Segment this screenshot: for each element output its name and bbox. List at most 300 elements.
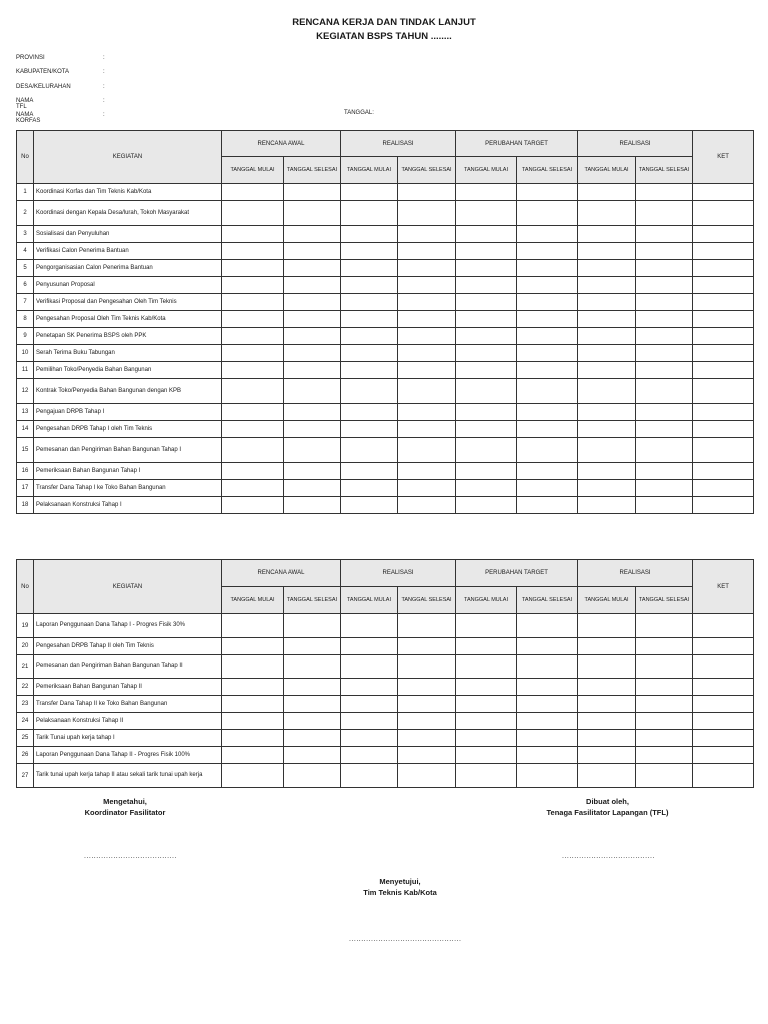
date-cell[interactable]	[284, 638, 341, 655]
info-label: NAMA KORFAS	[16, 112, 41, 125]
ket-cell[interactable]	[693, 730, 754, 747]
date-cell[interactable]	[284, 362, 341, 379]
date-cell[interactable]	[517, 311, 578, 328]
row-kegiatan: Koordinasi Korfas dan Tim Teknis Kab/Kota	[34, 184, 222, 201]
date-cell[interactable]	[578, 201, 636, 226]
date-cell[interactable]	[222, 638, 284, 655]
date-cell[interactable]	[398, 184, 456, 201]
date-cell[interactable]	[398, 421, 456, 438]
koordinator-label: Koordinator Fasilitator	[84, 808, 166, 817]
date-cell[interactable]	[222, 226, 284, 243]
date-cell[interactable]	[398, 404, 456, 421]
date-cell[interactable]	[578, 696, 636, 713]
date-cell[interactable]	[636, 696, 693, 713]
row-kegiatan: Pengajuan DRPB Tahap I	[34, 404, 222, 421]
date-cell[interactable]	[517, 730, 578, 747]
date-cell[interactable]	[517, 260, 578, 277]
date-cell[interactable]	[341, 184, 398, 201]
date-cell[interactable]	[341, 696, 398, 713]
row-number: 6	[17, 277, 34, 294]
ket-cell[interactable]	[693, 764, 754, 788]
date-cell[interactable]	[456, 713, 517, 730]
header-no: No	[17, 560, 34, 614]
date-cell[interactable]	[398, 638, 456, 655]
date-cell[interactable]	[517, 497, 578, 514]
date-cell[interactable]	[636, 294, 693, 311]
ket-cell[interactable]	[693, 497, 754, 514]
date-cell[interactable]	[456, 201, 517, 226]
table-row	[17, 243, 754, 260]
date-cell[interactable]	[398, 226, 456, 243]
date-cell[interactable]	[636, 614, 693, 638]
date-cell[interactable]	[456, 764, 517, 788]
date-cell[interactable]	[578, 311, 636, 328]
date-cell[interactable]	[456, 379, 517, 404]
date-cell[interactable]	[341, 730, 398, 747]
date-cell[interactable]	[456, 345, 517, 362]
date-cell[interactable]	[456, 184, 517, 201]
date-cell[interactable]	[456, 655, 517, 679]
subheader-tanggal-mulai: TANGGAL MULAI	[456, 157, 517, 184]
date-cell[interactable]	[578, 243, 636, 260]
row-number: 20	[17, 638, 34, 655]
date-cell[interactable]	[636, 243, 693, 260]
date-cell[interactable]	[284, 764, 341, 788]
table-row	[17, 345, 754, 362]
date-cell[interactable]	[517, 184, 578, 201]
row-number: 4	[17, 243, 34, 260]
date-cell[interactable]	[341, 404, 398, 421]
date-cell[interactable]	[456, 421, 517, 438]
date-cell[interactable]	[341, 345, 398, 362]
date-cell[interactable]	[398, 294, 456, 311]
date-cell[interactable]	[284, 463, 341, 480]
date-cell[interactable]	[456, 294, 517, 311]
date-cell[interactable]	[398, 463, 456, 480]
date-cell[interactable]	[341, 713, 398, 730]
table-row	[17, 438, 754, 463]
date-cell[interactable]	[578, 764, 636, 788]
date-cell[interactable]	[517, 345, 578, 362]
row-kegiatan: Tarik Tunai upah kerja tahap I	[34, 730, 222, 747]
date-cell[interactable]	[398, 730, 456, 747]
date-cell[interactable]	[636, 311, 693, 328]
date-cell[interactable]	[222, 311, 284, 328]
date-cell[interactable]	[456, 226, 517, 243]
date-cell[interactable]	[636, 379, 693, 404]
date-cell[interactable]	[341, 679, 398, 696]
date-cell[interactable]	[456, 277, 517, 294]
header-rencana-awal: RENCANA AWAL	[222, 560, 341, 587]
date-cell[interactable]	[222, 260, 284, 277]
date-cell[interactable]	[517, 277, 578, 294]
date-cell[interactable]	[341, 497, 398, 514]
date-cell[interactable]	[456, 438, 517, 463]
date-cell[interactable]	[578, 404, 636, 421]
date-cell[interactable]	[636, 345, 693, 362]
date-cell[interactable]	[398, 747, 456, 764]
date-cell[interactable]	[456, 696, 517, 713]
date-cell[interactable]	[284, 404, 341, 421]
date-cell[interactable]	[222, 655, 284, 679]
ket-cell[interactable]	[693, 655, 754, 679]
date-cell[interactable]	[456, 497, 517, 514]
activity-table-2	[16, 559, 754, 788]
ket-cell[interactable]	[693, 421, 754, 438]
header-realisasi: REALISASI	[341, 131, 456, 157]
table-row	[17, 497, 754, 514]
date-cell[interactable]	[341, 277, 398, 294]
date-cell[interactable]	[284, 497, 341, 514]
date-cell[interactable]	[341, 311, 398, 328]
table-row	[17, 328, 754, 345]
ket-cell[interactable]	[693, 438, 754, 463]
table-row	[17, 277, 754, 294]
date-cell[interactable]	[398, 655, 456, 679]
date-cell[interactable]	[636, 679, 693, 696]
date-cell[interactable]	[341, 243, 398, 260]
date-cell[interactable]	[636, 655, 693, 679]
date-cell[interactable]	[636, 184, 693, 201]
ket-cell[interactable]	[693, 463, 754, 480]
row-number: 15	[17, 438, 34, 463]
date-cell[interactable]	[636, 764, 693, 788]
date-cell[interactable]	[341, 260, 398, 277]
date-cell[interactable]	[517, 421, 578, 438]
info-label: PROVINSI	[16, 55, 45, 61]
date-cell[interactable]	[517, 480, 578, 497]
ket-cell[interactable]	[693, 277, 754, 294]
date-cell[interactable]	[456, 362, 517, 379]
date-cell[interactable]	[341, 379, 398, 404]
date-cell[interactable]	[284, 421, 341, 438]
date-cell[interactable]	[341, 226, 398, 243]
subheader-tanggal-selesai: TANGGAL SELESAI	[517, 587, 578, 614]
header-no: No	[17, 131, 34, 184]
ket-cell[interactable]	[693, 404, 754, 421]
date-cell[interactable]	[284, 201, 341, 226]
date-cell[interactable]	[578, 226, 636, 243]
date-cell[interactable]	[398, 260, 456, 277]
date-cell[interactable]	[341, 747, 398, 764]
date-cell[interactable]	[578, 379, 636, 404]
date-cell[interactable]	[517, 713, 578, 730]
date-cell[interactable]	[222, 497, 284, 514]
date-cell[interactable]	[636, 328, 693, 345]
subheader-tanggal-mulai: TANGGAL MULAI	[456, 587, 517, 614]
date-cell[interactable]	[517, 226, 578, 243]
date-cell[interactable]	[517, 379, 578, 404]
ket-cell[interactable]	[693, 679, 754, 696]
date-cell[interactable]	[456, 638, 517, 655]
date-cell[interactable]	[222, 201, 284, 226]
date-cell[interactable]	[578, 679, 636, 696]
date-cell[interactable]	[222, 713, 284, 730]
date-cell[interactable]	[456, 243, 517, 260]
date-cell[interactable]	[284, 655, 341, 679]
ket-cell[interactable]	[693, 260, 754, 277]
date-cell[interactable]	[341, 463, 398, 480]
date-cell[interactable]	[578, 655, 636, 679]
date-cell[interactable]	[398, 438, 456, 463]
date-cell[interactable]	[636, 362, 693, 379]
row-number: 1	[17, 184, 34, 201]
row-number: 25	[17, 730, 34, 747]
date-cell[interactable]	[222, 747, 284, 764]
date-cell[interactable]	[222, 328, 284, 345]
date-cell[interactable]	[284, 747, 341, 764]
date-cell[interactable]	[341, 764, 398, 788]
date-cell[interactable]	[341, 480, 398, 497]
date-cell[interactable]	[341, 614, 398, 638]
date-cell[interactable]	[341, 328, 398, 345]
date-cell[interactable]	[636, 730, 693, 747]
ket-cell[interactable]	[693, 226, 754, 243]
date-cell[interactable]	[578, 438, 636, 463]
ket-cell[interactable]	[693, 614, 754, 638]
date-cell[interactable]	[517, 201, 578, 226]
subheader-tanggal-mulai: TANGGAL MULAI	[222, 587, 284, 614]
date-cell[interactable]	[222, 463, 284, 480]
date-cell[interactable]	[284, 480, 341, 497]
date-cell[interactable]	[222, 404, 284, 421]
date-cell[interactable]	[517, 747, 578, 764]
date-cell[interactable]	[284, 730, 341, 747]
date-cell[interactable]	[456, 747, 517, 764]
date-cell[interactable]	[398, 614, 456, 638]
date-cell[interactable]	[636, 226, 693, 243]
date-cell[interactable]	[398, 379, 456, 404]
subheader-tanggal-mulai: TANGGAL MULAI	[341, 587, 398, 614]
date-cell[interactable]	[284, 260, 341, 277]
date-cell[interactable]	[636, 638, 693, 655]
row-number: 17	[17, 480, 34, 497]
date-cell[interactable]	[284, 438, 341, 463]
row-number: 7	[17, 294, 34, 311]
info-label: NAMA TFL	[16, 97, 34, 110]
date-cell[interactable]	[517, 438, 578, 463]
date-cell[interactable]	[222, 345, 284, 362]
date-cell[interactable]	[284, 277, 341, 294]
date-cell[interactable]	[398, 497, 456, 514]
date-cell[interactable]	[284, 713, 341, 730]
date-cell[interactable]	[578, 345, 636, 362]
tfl-label: Tenaga Fasilitator Lapangan (TFL)	[546, 808, 669, 817]
date-cell[interactable]	[517, 243, 578, 260]
date-cell[interactable]	[284, 226, 341, 243]
date-cell[interactable]	[636, 463, 693, 480]
date-cell[interactable]	[341, 362, 398, 379]
date-cell[interactable]	[636, 747, 693, 764]
row-kegiatan: Sosialisasi dan Penyuluhan	[34, 226, 222, 243]
ket-cell[interactable]	[693, 480, 754, 497]
ket-cell[interactable]	[693, 696, 754, 713]
date-cell[interactable]	[578, 362, 636, 379]
ket-cell[interactable]	[693, 201, 754, 226]
date-cell[interactable]	[222, 764, 284, 788]
date-cell[interactable]	[284, 679, 341, 696]
date-cell[interactable]	[636, 404, 693, 421]
date-cell[interactable]	[341, 638, 398, 655]
date-cell[interactable]	[456, 730, 517, 747]
date-cell[interactable]	[398, 480, 456, 497]
date-cell[interactable]	[398, 201, 456, 226]
date-cell[interactable]	[636, 201, 693, 226]
date-cell[interactable]	[222, 438, 284, 463]
date-cell[interactable]	[222, 184, 284, 201]
date-cell[interactable]	[222, 480, 284, 497]
date-cell[interactable]	[636, 421, 693, 438]
date-cell[interactable]	[284, 696, 341, 713]
date-cell[interactable]	[578, 463, 636, 480]
date-cell[interactable]	[578, 713, 636, 730]
date-cell[interactable]	[578, 480, 636, 497]
date-cell[interactable]	[222, 243, 284, 260]
header-realisasi-2: REALISASI	[578, 560, 693, 587]
date-cell[interactable]	[222, 362, 284, 379]
date-cell[interactable]	[636, 497, 693, 514]
date-cell[interactable]	[284, 345, 341, 362]
date-cell[interactable]	[517, 655, 578, 679]
date-cell[interactable]	[456, 463, 517, 480]
subheader-tanggal-selesai: TANGGAL SELESAI	[517, 157, 578, 184]
date-cell[interactable]	[222, 379, 284, 404]
header-ket: KET	[693, 560, 754, 614]
date-cell[interactable]	[284, 614, 341, 638]
date-cell[interactable]	[398, 311, 456, 328]
ket-cell[interactable]	[693, 638, 754, 655]
date-cell[interactable]	[578, 614, 636, 638]
ket-cell[interactable]	[693, 184, 754, 201]
date-cell[interactable]	[222, 614, 284, 638]
ket-cell[interactable]	[693, 747, 754, 764]
date-cell[interactable]	[398, 764, 456, 788]
date-cell[interactable]	[578, 184, 636, 201]
date-cell[interactable]	[456, 260, 517, 277]
date-cell[interactable]	[341, 655, 398, 679]
date-cell[interactable]	[517, 764, 578, 788]
tim-teknis-label: Tim Teknis Kab/Kota	[363, 888, 437, 897]
table-row	[17, 294, 754, 311]
date-cell[interactable]	[517, 638, 578, 655]
dibuat-oleh-label: Dibuat oleh,	[586, 797, 629, 806]
signature-line-center: ..............................................	[349, 936, 462, 943]
date-cell[interactable]	[456, 679, 517, 696]
date-cell[interactable]	[222, 679, 284, 696]
date-cell[interactable]	[456, 480, 517, 497]
date-cell[interactable]	[398, 328, 456, 345]
ket-cell[interactable]	[693, 362, 754, 379]
date-cell[interactable]	[284, 379, 341, 404]
date-cell[interactable]	[578, 328, 636, 345]
document-title: RENCANA KERJA DAN TINDAK LANJUT	[292, 17, 476, 28]
ket-cell[interactable]	[693, 713, 754, 730]
table-row	[17, 638, 754, 655]
date-cell[interactable]	[517, 404, 578, 421]
menyetujui-label: Menyetujui,	[379, 877, 421, 886]
date-cell[interactable]	[456, 328, 517, 345]
date-cell[interactable]	[222, 294, 284, 311]
date-cell[interactable]	[398, 243, 456, 260]
date-cell[interactable]	[284, 328, 341, 345]
date-cell[interactable]	[341, 438, 398, 463]
date-cell[interactable]	[341, 294, 398, 311]
ket-cell[interactable]	[693, 243, 754, 260]
header-perubahan-target: PERUBAHAN TARGET	[456, 131, 578, 157]
date-cell[interactable]	[398, 713, 456, 730]
date-cell[interactable]	[398, 679, 456, 696]
date-cell[interactable]	[578, 638, 636, 655]
row-kegiatan: Pelaksanaan Konstruksi Tahap II	[34, 713, 222, 730]
row-kegiatan: Penetapan SK Penerima BSPS oleh PPK	[34, 328, 222, 345]
date-cell[interactable]	[456, 614, 517, 638]
date-cell[interactable]	[517, 328, 578, 345]
date-cell[interactable]	[517, 362, 578, 379]
ket-cell[interactable]	[693, 328, 754, 345]
date-cell[interactable]	[222, 277, 284, 294]
date-cell[interactable]	[578, 421, 636, 438]
date-cell[interactable]	[222, 696, 284, 713]
date-cell[interactable]	[636, 277, 693, 294]
subheader-tanggal-selesai: TANGGAL SELESAI	[398, 587, 456, 614]
date-cell[interactable]	[636, 260, 693, 277]
date-cell[interactable]	[398, 277, 456, 294]
date-cell[interactable]	[578, 277, 636, 294]
date-cell[interactable]	[517, 696, 578, 713]
date-cell[interactable]	[398, 345, 456, 362]
date-cell[interactable]	[222, 421, 284, 438]
date-cell[interactable]	[636, 713, 693, 730]
date-cell[interactable]	[517, 294, 578, 311]
row-number: 10	[17, 345, 34, 362]
date-cell[interactable]	[284, 184, 341, 201]
date-cell[interactable]	[341, 421, 398, 438]
table-row	[17, 747, 754, 764]
header-realisasi-2: REALISASI	[578, 131, 693, 157]
date-cell[interactable]	[341, 201, 398, 226]
row-number: 14	[17, 421, 34, 438]
date-cell[interactable]	[456, 404, 517, 421]
ket-cell[interactable]	[693, 311, 754, 328]
subheader-tanggal-selesai: TANGGAL SELESAI	[398, 157, 456, 184]
ket-cell[interactable]	[693, 379, 754, 404]
date-cell[interactable]	[578, 747, 636, 764]
row-number: 2	[17, 201, 34, 226]
date-cell[interactable]	[517, 463, 578, 480]
header-kegiatan: KEGIATAN	[34, 560, 222, 614]
date-cell[interactable]	[517, 679, 578, 696]
signature-mengetahui	[40, 797, 210, 817]
date-cell[interactable]	[636, 480, 693, 497]
date-cell[interactable]	[284, 311, 341, 328]
date-cell[interactable]	[636, 438, 693, 463]
date-cell[interactable]	[578, 730, 636, 747]
date-cell[interactable]	[578, 260, 636, 277]
date-cell[interactable]	[284, 243, 341, 260]
date-cell[interactable]	[398, 362, 456, 379]
date-cell[interactable]	[517, 614, 578, 638]
date-cell[interactable]	[578, 294, 636, 311]
ket-cell[interactable]	[693, 294, 754, 311]
table-row	[17, 463, 754, 480]
date-cell[interactable]	[222, 730, 284, 747]
ket-cell[interactable]	[693, 345, 754, 362]
date-cell[interactable]	[456, 311, 517, 328]
row-number: 11	[17, 362, 34, 379]
date-cell[interactable]	[398, 696, 456, 713]
date-cell[interactable]	[284, 294, 341, 311]
date-cell[interactable]	[578, 497, 636, 514]
